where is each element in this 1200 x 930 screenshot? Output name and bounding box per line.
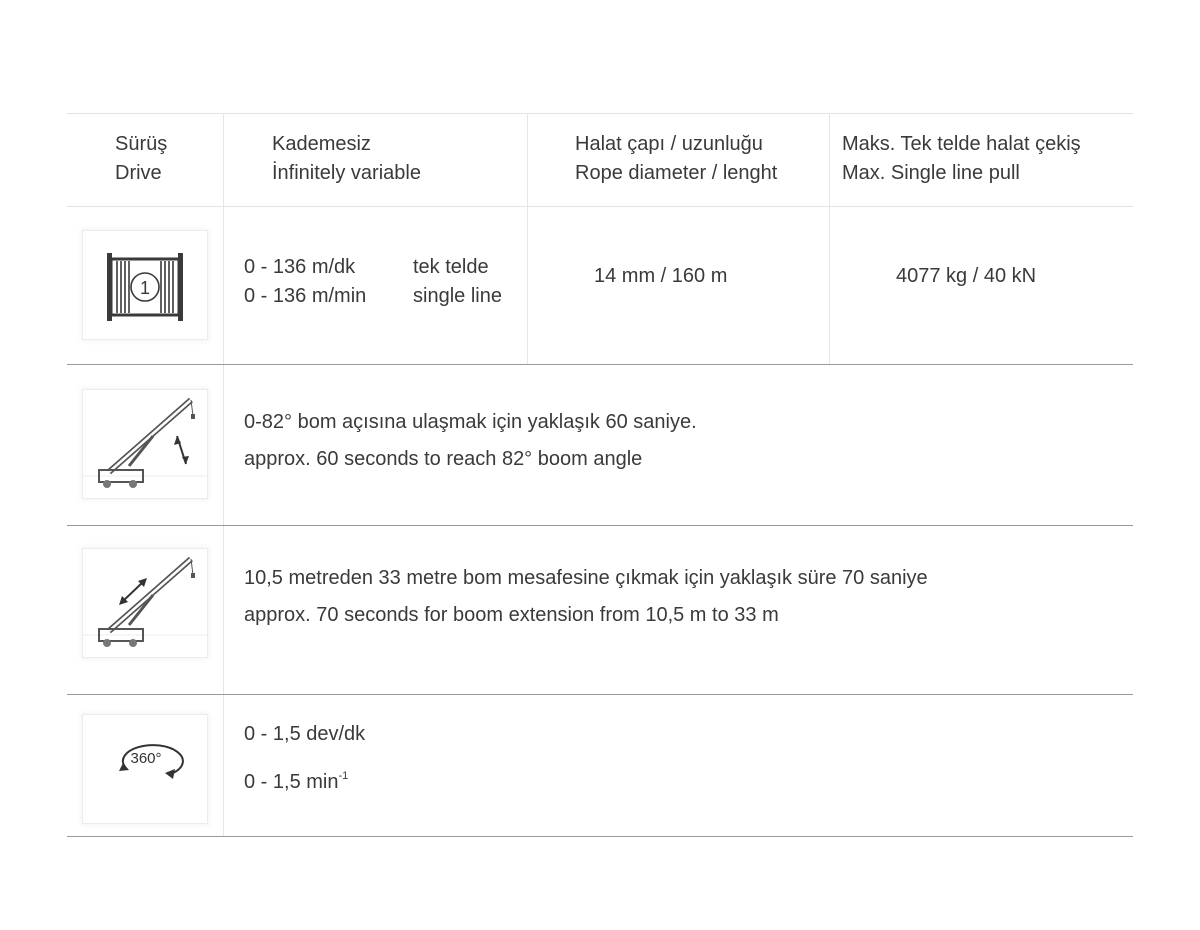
column-divider <box>829 207 830 364</box>
spec-table <box>67 113 1133 837</box>
telescoping-row <box>67 525 1133 694</box>
telescoping-text-en: approx. 70 seconds for boom extension from 10,5 m to 33 m <box>244 604 779 626</box>
winch-speed-tr: 0 - 136 m/dk <box>244 256 356 278</box>
slewing-text-en <box>244 768 348 800</box>
column-divider <box>223 207 224 364</box>
winch-drum-icon <box>83 231 207 339</box>
header-rope-en: Rope diameter / lenght <box>575 162 778 184</box>
luffing-row <box>67 364 1133 525</box>
column-divider <box>223 526 224 694</box>
header-variable <box>272 130 421 188</box>
winch-speed <box>244 253 366 311</box>
header-drive-en: Drive <box>115 162 162 184</box>
slewing-text-en-sup: -1 <box>338 770 349 782</box>
header-pull-en: Max. Single line pull <box>842 162 1020 184</box>
luffing-text-en: approx. 60 seconds to reach 82° boom angle <box>244 448 643 470</box>
column-divider <box>527 207 528 364</box>
boom-luffing-icon <box>83 390 207 498</box>
header-pull <box>842 130 1081 188</box>
header-pull-tr: Maks. Tek telde halat çekiş <box>842 133 1081 155</box>
column-divider <box>223 365 224 525</box>
slewing-360-icon <box>83 715 207 823</box>
telescoping-text <box>244 560 928 634</box>
header-rope-tr: Halat çapı / uzunluğu <box>575 133 763 155</box>
winch-row <box>67 206 1133 364</box>
slewing-row <box>67 694 1133 837</box>
winch-line-en: single line <box>413 285 502 307</box>
winch-speed-en: 0 - 136 m/min <box>244 285 367 307</box>
luffing-text-tr: 0-82° bom açısına ulaşmak için yaklaşık 60 saniye. <box>244 411 697 433</box>
header-drive <box>115 130 167 188</box>
winch-pull-value: 4077 kg / 40 kN <box>896 265 1037 287</box>
header-row <box>67 113 1133 206</box>
winch-icon-label: 1 <box>139 278 151 298</box>
header-drive-tr: Sürüş <box>115 133 168 155</box>
boom-extension-icon <box>83 549 207 657</box>
luffing-text <box>244 404 697 478</box>
slewing-text-tr: 0 - 1,5 dev/dk <box>244 723 366 745</box>
telescoping-text-tr: 10,5 metreden 33 metre bom mesafesine çıkmak için yaklaşık süre 70 saniye <box>244 567 928 589</box>
slewing-icon-label: 360° <box>130 750 162 767</box>
column-divider <box>223 695 224 836</box>
header-rope <box>575 130 777 188</box>
column-divider <box>223 114 224 206</box>
column-divider <box>829 114 830 206</box>
winch-line <box>413 253 502 311</box>
winch-line-tr: tek telde <box>413 256 489 278</box>
header-variable-tr: Kademesiz <box>272 133 371 155</box>
header-variable-en: İnfinitely variable <box>272 162 421 184</box>
slewing-text-en-base: 0 - 1,5 min <box>244 771 339 793</box>
column-divider <box>527 114 528 206</box>
winch-rope-value: 14 mm / 160 m <box>594 265 728 287</box>
